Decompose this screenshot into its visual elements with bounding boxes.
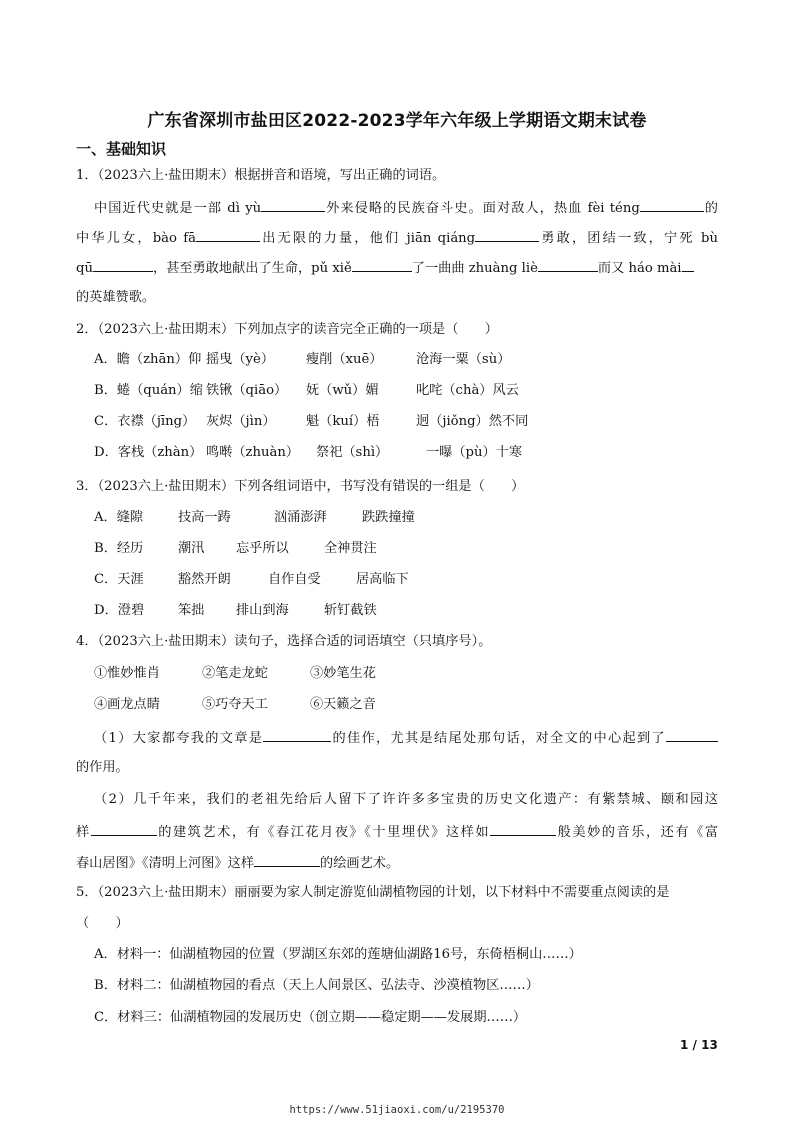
q4-blank-4[interactable] <box>490 821 556 836</box>
q5-answer-paren: （ ） <box>76 916 129 931</box>
q5-option-c[interactable]: C．材料三：仙湖植物园的发展历史（创立期——稳定期——发展期……） <box>94 1010 527 1025</box>
q1-line-4: 的英雄赞歌。 <box>76 290 156 305</box>
q4-choice: ⑤巧夺天工 <box>202 697 268 712</box>
q4-blank-2[interactable] <box>666 727 718 742</box>
q4-choice: ⑥天籁之音 <box>310 697 376 712</box>
q4-blank-1[interactable] <box>263 727 331 742</box>
q1-blank-6[interactable] <box>352 257 412 272</box>
q2-option-d[interactable]: D．客栈（zhàn） 鸣啭（zhuàn） 祭祀（shì） 一曝（pù）十寒 <box>94 445 523 460</box>
q4-sentence-2-line-1: （2）几千年来，我们的老祖先给后人留下了许许多多宝贵的历史文化遗产：有紫禁城、颐和园这 <box>94 792 718 807</box>
q3-stem: 3．（2023六上·盐田期末）下列各组词语中，书写没有错误的一组是（ ） <box>76 479 525 494</box>
q4-choices-row-1 <box>94 664 398 684</box>
exam-title: 广东省深圳市盐田区2022-2023学年六年级上学期语文期末试卷 <box>147 111 647 131</box>
q4-sentence-1-end: 的作用。 <box>76 760 129 775</box>
q4-choice: ①惟妙惟肖 <box>94 666 160 681</box>
q4-sentence-2-line-3: 春山居图》《清明上河图》这样 的绘画艺术。 <box>76 852 399 874</box>
q1-blank-4[interactable] <box>475 227 539 242</box>
q4-sentence-1: （1）大家都夸我的文章是 的佳作，尤其是结尾处那句话，对全文的中心起到了 <box>76 727 718 749</box>
page-number: 1 / 13 <box>680 1038 718 1052</box>
q1-blank-7[interactable] <box>538 257 598 272</box>
q2-option-a[interactable]: A．瞻（zhān）仰 摇曳（yè） 瘦削（xuē） 沧海一粟（sù） <box>94 352 511 367</box>
q3-option-b[interactable]: B．经历 潮汛 忘乎所以 全神贯注 <box>94 541 377 556</box>
q1-blank-3[interactable] <box>196 227 260 242</box>
q4-sentence-2-line-2: 样 的建筑艺术，有《春江花月夜》《十里埋伏》这样如 般美妙的音乐，还有《富 <box>76 821 718 843</box>
q4-choice: ③妙笔生花 <box>310 666 376 681</box>
footer-url[interactable]: https://www.51jiaoxi.com/u/2195370 <box>289 1104 505 1116</box>
q3-option-c[interactable]: C．天涯 豁然开朗 自作自受 居高临下 <box>94 572 409 587</box>
q1-blank-8[interactable] <box>682 257 694 272</box>
q1-blank-1[interactable] <box>261 197 325 212</box>
q2-option-c[interactable]: C．衣襟（jīng） 灰烬（jìn） 魁（kuí）梧 迥（jiǒng）然不同 <box>94 414 529 429</box>
q2-stem: 2．（2023六上·盐田期末）下列加点字的读音完全正确的一项是（ ） <box>76 322 498 337</box>
q1-blank-2[interactable] <box>640 197 704 212</box>
q4-choices-row-2 <box>94 695 398 715</box>
q1-line-3: qū ，甚至勇敢地献出了生命，pǔ xiě 了一曲曲 zhuàng liè 而又 háo mài <box>76 257 718 279</box>
q1-line-1: 中国近代史就是一部 dì yù 外来侵略的民族奋斗史。面对敌人，热血 fèi téng 的 <box>76 197 718 219</box>
q5-option-b[interactable]: B．材料二：仙湖植物园的看点（天上人间景区、弘法寺、沙漠植物区……） <box>94 978 539 993</box>
q5-option-a[interactable]: A．材料一：仙湖植物园的位置（罗湖区东郊的莲塘仙湖路16号，东倚梧桐山……） <box>94 947 582 962</box>
q4-choice: ②笔走龙蛇 <box>202 666 268 681</box>
q4-choice: ④画龙点睛 <box>94 697 160 712</box>
q4-blank-5[interactable] <box>254 852 320 867</box>
section-heading: 一、基础知识 <box>76 140 167 158</box>
q3-option-d[interactable]: D．澄碧 笨拙 排山到海 斩钉截铁 <box>94 603 377 618</box>
q1-line-2: 中华儿女，bào fā 出无限的力量，他们 jiān qiáng 勇敢，团结一致，宁死 bù <box>76 227 718 249</box>
q1-stem: 1．（2023六上·盐田期末）根据拼音和语境，写出正确的词语。 <box>76 168 446 183</box>
q4-stem: 4．（2023六上·盐田期末）读句子，选择合适的词语填空（只填序号）。 <box>76 634 492 649</box>
q3-option-a[interactable]: A．缝隙 技高一踌 汹涌澎湃 跌跌撞撞 <box>94 510 415 525</box>
q4-blank-3[interactable] <box>91 821 157 836</box>
q1-blank-5[interactable] <box>93 257 153 272</box>
q5-stem: 5．（2023六上·盐田期末）丽丽要为家人制定游览仙湖植物园的计划，以下材料中不需要重点阅读的是 <box>76 885 670 900</box>
q2-option-b[interactable]: B．蜷（quán）缩 铁锹（qiāo） 妩（wǔ）媚 叱咤（chà）风云 <box>94 383 519 398</box>
